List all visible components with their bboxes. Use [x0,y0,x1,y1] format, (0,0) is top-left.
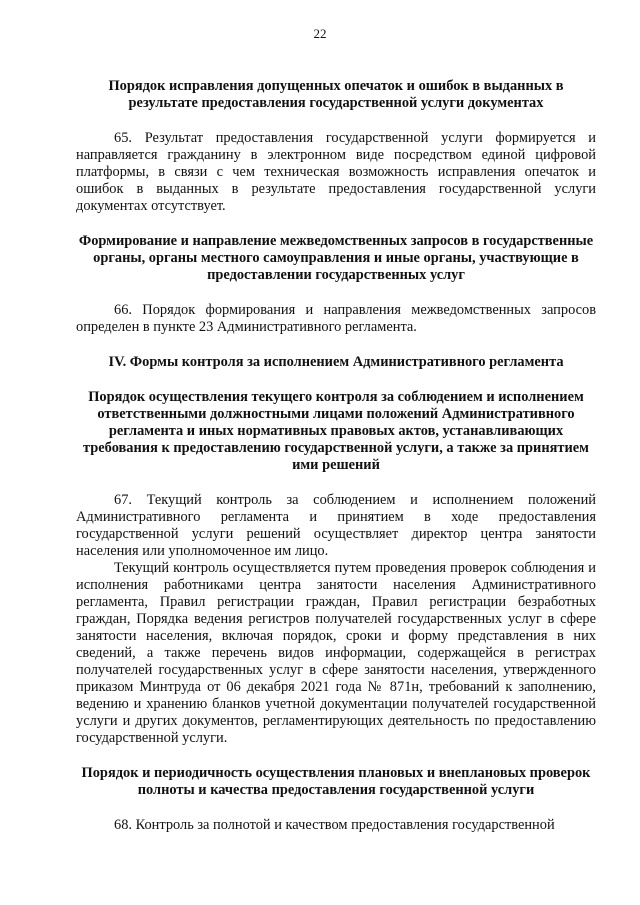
paragraph-67: 67. Текущий контроль за соблюдением и исполнением положений Административного регламента и принятием в ходе предоставления государственной услуги решений осуществляет директор центра занятости населения или уполномоченное им лицо. [76,492,596,559]
heading-corrections: Порядок исправления допущенных опечаток и ошибок в выданных в результате предоставления государственной услуги документах [108,78,564,111]
section-iv-title: IV. Формы контроля за исполнением Административного регламента [108,354,564,370]
heading-interagency-requests: Формирование и направление межведомственных запросов в государственные органы, органы местного самоуправления и иные органы, участвующие в предоставлении государственных услуг [78,233,594,283]
paragraph-68: 68. Контроль за полнотой и качеством предоставления государственной [114,817,555,833]
paragraph-65: 65. Результат предоставления государственной услуги формируется и направляется гражданину в электронном виде посредством единой цифровой платформы, в связи с чем техническая возможность исправления опечаток и ошибок в выданных в результате предоставления государственной услуги документах отсутствует. [76,130,596,214]
heading-inspections: Порядок и периодичность осуществления плановых и внеплановых проверок полноты и качества предоставления государственной услуги [81,765,591,798]
page-number: 22 [313,26,327,41]
paragraph-66: 66. Порядок формирования и направления межведомственных запросов определен в пункте 23 Административного регламента. [76,302,596,335]
paragraph-67-continued: Текущий контроль осуществляется путем проведения проверок соблюдения и исполнения работниками центра занятости населения Административного регламента, Правил регистрации граждан, Правил регистрации безработных граждан, Порядка ведения регистров получателей государственных услуг в сфере занятости населения, включая порядок, сроки и форму представления в них сведений, а также перечень видов информации, содержащейся в регистрах получателей государственных услуг в сфере занятости населения, утвержденного приказом Минтруда от 06 декабря 2021 года № 871н, требований к заполнению, ведению и хранению бланков учетной документации получателей государственной услуги и других документов, регламентирующих деятельность по предоставлению государственной услуги. [76,560,596,746]
heading-current-control: Порядок осуществления текущего контроля за соблюдением и исполнением ответственными должностными лицами положений Административного регламента и иных нормативных правовых актов, устанавливающих требования к предоставлению государственной услуги, а также за принятием ими решений [83,389,589,473]
